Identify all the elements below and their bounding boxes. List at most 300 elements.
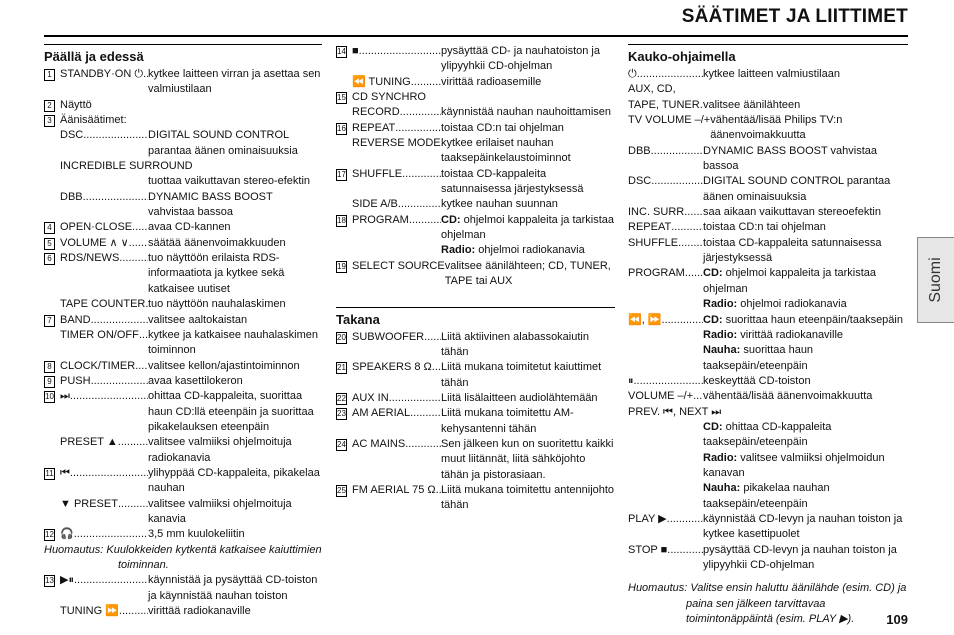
control-label: RDS/NEWS	[60, 252, 120, 265]
control-label: PUSH	[60, 374, 91, 387]
control-row	[44, 359, 322, 374]
leader-dots	[83, 190, 148, 205]
item-number-box: 15	[337, 93, 346, 103]
leader-dots	[424, 330, 441, 345]
control-row	[44, 174, 322, 189]
item-number-box: 3	[44, 115, 55, 127]
item-number-box: 6	[44, 253, 55, 265]
control-row	[336, 437, 615, 483]
control-row	[628, 144, 908, 175]
item-number-box: 25	[337, 485, 346, 495]
control-description: DIGITAL SOUND CONTROL parantaa äänen ominaisuuksia	[703, 175, 891, 203]
connector-list	[336, 330, 615, 514]
control-label: SUBWOOFER	[352, 330, 425, 343]
control-description: Liitä mukana toimitettu antennijohto tähän	[441, 483, 615, 512]
control-row	[44, 435, 322, 466]
item-number-box: 13	[45, 576, 54, 586]
item-number-box: 14	[337, 47, 346, 56]
control-description	[441, 213, 615, 259]
control-description: tuo näyttöön erilaista RDS-informaatiota ja kytkee sekä katkaisee uutiset	[148, 252, 285, 295]
control-label: DSC	[628, 175, 652, 188]
leader-dots	[119, 251, 148, 266]
control-row	[44, 328, 322, 359]
control-row	[336, 391, 615, 406]
remote-list	[628, 67, 908, 573]
item-number	[336, 330, 352, 345]
item-number-box: 7	[44, 315, 55, 327]
control-row	[44, 128, 322, 159]
page-number: 109	[886, 612, 908, 627]
description-key: Nauha:	[703, 482, 741, 495]
item-number	[44, 389, 60, 404]
leader-dots	[662, 313, 703, 328]
leader-dots	[678, 236, 703, 251]
leader-dots	[91, 374, 148, 389]
description-key: Radio:	[703, 298, 738, 311]
control-description: avaa CD-kannen	[148, 221, 231, 234]
control-label: OPEN·CLOSE	[60, 221, 133, 234]
control-description: DIGITAL SOUND CONTROL parantaa äänen ominaisuuksia	[148, 129, 298, 157]
control-label: TAPE COUNTER	[60, 298, 146, 311]
control-description: kytkee laitteen virran ja asettaa sen valmiustilaan	[148, 68, 321, 96]
control-label: SIDE A/B	[352, 198, 398, 211]
control-row	[44, 573, 322, 604]
control-row	[628, 113, 908, 144]
leader-dots	[634, 374, 704, 389]
item-number	[44, 251, 60, 266]
item-number-box: 11	[45, 468, 54, 478]
leader-dots	[118, 497, 148, 512]
leader-dots	[83, 128, 148, 143]
control-label: FM AERIAL 75 Ω	[352, 483, 436, 496]
description-key: Radio:	[703, 328, 738, 341]
control-description: toistaa CD:n tai ohjelman	[703, 221, 826, 234]
description-text: ohjelmoi kappaleita ja tarkistaa ohjelman	[703, 267, 877, 295]
leader-dots	[405, 437, 441, 452]
control-row	[336, 197, 615, 212]
item-number	[44, 466, 60, 481]
leader-dots	[389, 391, 441, 406]
control-description: kytkee erilaiset nauhan taaksepäinkelaustoiminnot	[441, 137, 571, 165]
section-heading: Päällä ja edessä	[44, 49, 144, 64]
leader-dots	[74, 527, 148, 542]
control-row	[628, 174, 908, 205]
leader-dots	[402, 167, 441, 182]
column-remote	[628, 44, 908, 627]
control-label: ▶⏸	[60, 574, 74, 587]
item-number	[44, 236, 60, 251]
section-rule	[336, 307, 615, 308]
control-row	[336, 330, 615, 361]
control-label: ⏻	[628, 68, 637, 80]
control-row	[628, 236, 908, 267]
control-description: käynnistää CD-levyn ja nauhan toiston ja kytkee kasettipuolet	[703, 512, 903, 541]
control-row	[44, 466, 322, 497]
description-line	[703, 313, 908, 328]
control-description: avaa kasettilokeron	[148, 374, 243, 387]
control-label: REPEAT	[628, 221, 672, 234]
control-label: INC. SURR.	[628, 206, 688, 219]
leader-dots	[70, 466, 148, 481]
control-description: käynnistää ja pysäyttää CD-toiston ja käynnistää nauhan toiston	[148, 574, 318, 602]
description-key: Nauha:	[703, 344, 741, 357]
language-tab	[917, 237, 954, 323]
item-number	[44, 527, 60, 542]
control-description: pysäyttää CD- ja nauhatoiston ja ylipyyhkii CD-ohjelman	[441, 45, 600, 73]
item-number-box: 8	[44, 361, 55, 373]
leader-dots	[74, 573, 148, 588]
control-label: PROGRAM	[352, 213, 409, 226]
control-label: 🎧	[60, 528, 74, 541]
control-label: Näyttö	[60, 98, 92, 111]
control-row	[628, 220, 908, 235]
note	[44, 543, 322, 574]
leader-dots	[671, 220, 703, 235]
control-row	[336, 121, 615, 136]
note-line: toimintonäppäintä (esim. PLAY ▶).	[686, 613, 855, 626]
control-row	[44, 67, 322, 98]
control-label: TUNING ⏩	[60, 605, 119, 618]
item-number-box: 4	[44, 222, 55, 234]
control-label: ■	[352, 45, 359, 57]
control-description: valitsee äänilähteen	[703, 98, 801, 111]
control-description: kytkee laitteen valmiustilaan	[703, 68, 840, 80]
title-rule	[44, 35, 908, 37]
control-row	[628, 389, 908, 404]
control-row	[44, 113, 322, 128]
description-text: valitsee valmiiksi ohjelmoidun kanavan	[703, 451, 885, 479]
control-label: REVERSE MODE	[352, 137, 441, 150]
description-line	[703, 451, 908, 482]
item-number-box: 20	[337, 332, 346, 342]
control-description: käynnistää nauhan nauhoittamisen	[441, 106, 612, 119]
item-number	[336, 121, 352, 136]
control-description: vähentää/lisää äänenvoimakkuutta	[703, 390, 873, 403]
control-row	[44, 190, 322, 221]
item-number-box: 23	[337, 409, 346, 419]
item-number-box: 17	[337, 169, 346, 179]
leader-dots	[70, 389, 148, 404]
leader-dots	[687, 205, 703, 220]
leader-dots	[637, 67, 703, 82]
control-label: ⏸	[628, 374, 634, 387]
control-label: TAPE, TUNER	[628, 98, 700, 111]
control-label: TIMER ON/OFF	[60, 328, 139, 341]
control-label: INCREDIBLE SURROUND	[60, 160, 193, 173]
leader-dots	[685, 266, 703, 281]
note-line: paina sen jälkeen tarvittavaa	[686, 597, 826, 610]
control-label: CLOCK/TIMER	[60, 359, 136, 372]
item-number	[336, 90, 352, 105]
leader-dots	[139, 328, 148, 343]
item-number-box: 22	[337, 393, 346, 403]
control-description: DYNAMIC BASS BOOST vahvistaa bassoa	[148, 190, 273, 219]
item-number	[44, 220, 60, 235]
leader-dots	[132, 220, 148, 235]
control-row	[628, 313, 908, 374]
note-line: Huomautus: Valitse ensin haluttu äänilähde (esim. CD) ja	[628, 582, 907, 595]
control-row	[628, 67, 908, 82]
description-line	[703, 420, 908, 451]
item-number-box: 10	[45, 392, 54, 402]
item-number	[44, 573, 60, 588]
item-number	[44, 98, 60, 113]
control-row	[336, 360, 615, 391]
control-list	[44, 573, 322, 619]
control-label: STOP ■	[628, 543, 668, 556]
control-row	[44, 297, 322, 312]
item-number-box: 9	[44, 376, 55, 388]
control-row	[628, 82, 908, 97]
control-label: VOLUME –/+	[628, 390, 694, 403]
control-description	[703, 420, 908, 512]
control-description	[703, 266, 908, 312]
section-rule	[628, 44, 908, 45]
control-list	[44, 67, 322, 543]
control-label: DBB	[60, 190, 83, 203]
leader-dots	[410, 406, 441, 421]
control-label: PREV. ⏮, NEXT ⏭	[628, 405, 722, 418]
control-row	[44, 159, 322, 174]
control-row	[336, 259, 615, 290]
control-label: PRESET ▲	[60, 436, 118, 449]
leader-dots	[667, 512, 703, 527]
item-number	[44, 313, 60, 328]
control-label: TV VOLUME –/+	[628, 114, 711, 127]
item-number-box: 18	[337, 215, 346, 225]
leader-dots	[135, 359, 148, 374]
description-text: virittää radiokanaville	[737, 328, 844, 341]
item-number	[336, 167, 352, 182]
item-number	[336, 213, 352, 228]
control-label: CD SYNCHRO	[352, 91, 426, 104]
control-description: Liitä aktiivinen alabassokaiutin tähän	[441, 330, 589, 358]
control-label: AM AERIAL	[352, 407, 411, 420]
control-label: ⏮	[60, 466, 70, 479]
control-label: ⏪ TUNING	[352, 75, 411, 88]
control-label: ⏭	[60, 390, 70, 403]
control-row	[44, 604, 322, 619]
control-row	[628, 420, 908, 512]
note-line: toiminnan.	[118, 559, 169, 571]
control-description: valitsee äänilähteen; CD, TUNER, TAPE tai AUX	[444, 259, 611, 288]
description-key: Radio:	[703, 451, 738, 464]
control-row	[44, 389, 322, 435]
item-number	[336, 360, 352, 375]
control-label: SPEAKERS 8 Ω	[352, 361, 432, 374]
control-description: virittää radiokanaville	[148, 605, 251, 618]
page-title: SÄÄTIMET JA LIITTIMET	[681, 6, 908, 27]
leader-dots	[400, 105, 441, 120]
item-number-box: 1	[44, 69, 55, 81]
control-description: toistaa CD-kappaleita satunnaisessa järjestyksessä	[703, 236, 882, 265]
leader-dots	[651, 144, 703, 159]
control-description: Sen jälkeen kun on suoritettu kaikki muut liitännät, liitä sähköjohto tähän ja pistorasiaan.	[441, 437, 614, 481]
item-number	[44, 359, 60, 374]
item-number-box: 24	[337, 439, 346, 449]
description-line	[703, 343, 908, 374]
section-heading: Kauko-ohjaimella	[628, 49, 736, 64]
item-number	[336, 437, 352, 452]
control-description: Liitä lisälaitteen audiolähtemään	[441, 391, 598, 404]
description-line	[703, 328, 908, 343]
item-number	[44, 67, 60, 82]
leader-dots	[409, 213, 441, 228]
control-row	[336, 44, 615, 75]
item-number	[336, 391, 352, 406]
control-description: valitsee valmiiksi ohjelmoituja radiokanavia	[148, 436, 292, 464]
leader-dots	[398, 197, 441, 212]
control-description: virittää radioasemille	[441, 75, 542, 88]
description-line	[703, 297, 908, 312]
control-row	[336, 167, 615, 198]
item-number-box: 21	[337, 363, 346, 373]
control-row	[628, 512, 908, 543]
description-key: Radio:	[441, 244, 476, 257]
control-label: AUX IN	[352, 391, 389, 404]
control-label: SHUFFLE	[628, 236, 679, 249]
control-description	[703, 313, 908, 374]
control-row	[336, 75, 615, 90]
control-row	[336, 213, 615, 259]
description-text: ohjelmoi radiokanavia	[737, 298, 847, 311]
control-row	[628, 266, 908, 312]
control-description: saa aikaan vaikuttavan stereoefektin	[703, 206, 881, 219]
control-row	[628, 405, 908, 420]
description-text: suorittaa haun eteenpäin/taaksepäin	[722, 313, 903, 326]
control-row	[336, 90, 615, 105]
control-list	[336, 44, 615, 290]
control-row	[628, 205, 908, 220]
column-middle	[336, 44, 615, 514]
control-label: ⏪, ⏩	[628, 313, 662, 326]
item-number-box: 16	[337, 123, 346, 133]
control-label: VOLUME ∧ ∨	[60, 236, 129, 249]
control-row	[336, 483, 615, 514]
control-row	[44, 220, 322, 235]
control-description: kytkee nauhan suunnan	[441, 198, 558, 211]
description-line	[441, 213, 615, 244]
control-description: vähentää/lisää Philips TV:n äänenvoimakkuutta	[710, 114, 843, 142]
leader-dots	[667, 543, 703, 558]
leader-dots	[91, 313, 148, 328]
item-number	[44, 374, 60, 389]
description-key: CD:	[441, 213, 461, 226]
control-label: BAND	[60, 313, 91, 326]
description-key: CD:	[703, 420, 723, 433]
leader-dots	[129, 236, 148, 251]
control-row	[336, 406, 615, 437]
control-row	[628, 374, 908, 389]
language-tab-label: Suomi	[927, 257, 944, 303]
control-label: STANDBY·ON ⏻	[60, 68, 144, 80]
control-description: toistaa CD:n tai ohjelman	[441, 121, 564, 134]
description-line	[441, 243, 615, 258]
control-description: ohittaa CD-kappaleita, suorittaa haun CD:llä eteenpäin ja suorittaa pikakelauksen eteenpäin	[148, 390, 314, 433]
control-label: AC MAINS	[352, 437, 406, 450]
control-row	[628, 98, 908, 113]
control-label: SHUFFLE	[352, 167, 403, 180]
control-label: DBB	[628, 144, 651, 157]
leader-dots	[118, 435, 148, 450]
control-label: PROGRAM	[628, 267, 685, 280]
description-key: CD:	[703, 267, 723, 280]
control-description: toistaa CD-kappaleita satunnaisessa järjestyksessä	[441, 167, 584, 196]
item-number-box: 12	[45, 530, 54, 540]
item-number-box: 2	[44, 100, 55, 112]
control-description: keskeyttää CD-toiston	[703, 374, 811, 387]
control-label: REPEAT	[352, 121, 396, 134]
note	[628, 581, 908, 627]
description-key: CD:	[703, 313, 723, 326]
control-description: tuo näyttöön nauhalaskimen	[148, 298, 286, 311]
control-description: valitsee valmiiksi ohjelmoituja kanavia	[148, 497, 292, 525]
section-rule	[44, 44, 322, 45]
leader-dots	[411, 75, 441, 90]
control-description: Liitä mukana toimitetut kaiuttimet tähän	[441, 361, 602, 389]
control-label: DSC	[60, 129, 84, 142]
control-description: DYNAMIC BASS BOOST vahvistaa bassoa	[703, 144, 878, 173]
control-label: PLAY ▶	[628, 512, 667, 525]
description-text: ohjelmoi kappaleita ja tarkistaa ohjelman	[441, 213, 615, 242]
item-number	[336, 406, 352, 421]
item-number-box: 5	[44, 238, 55, 250]
control-description: säätää äänenvoimakkuuden	[148, 236, 286, 249]
control-description: pysäyttää CD-levyn ja nauhan toiston ja ylipyyhkii CD-ohjelman	[703, 543, 897, 571]
control-row	[336, 136, 615, 167]
control-description: valitsee aaltokaistan	[148, 313, 248, 326]
item-number	[44, 113, 60, 128]
leader-dots	[395, 121, 441, 136]
control-label: ▼ PRESET	[60, 497, 118, 510]
item-number	[336, 44, 352, 59]
leader-dots	[119, 604, 148, 619]
leader-dots	[432, 360, 441, 375]
description-line	[703, 266, 908, 297]
control-row	[628, 543, 908, 574]
control-row	[44, 236, 322, 251]
control-row	[44, 374, 322, 389]
note-line: Huomautus: Kuulokkeiden kytkentä katkaisee kaiuttimien	[44, 543, 322, 556]
control-description: tuottaa vaikuttavan stereo-efektin	[148, 175, 311, 188]
control-row	[44, 98, 322, 113]
leader-dots	[359, 44, 441, 59]
section-heading: Takana	[336, 311, 380, 327]
control-row	[44, 251, 322, 297]
control-label: AUX, CD,	[628, 83, 676, 96]
control-description: Liitä mukana toimitettu AM-kehysantenni tähän	[441, 407, 574, 435]
control-description: ylihyppää CD-kappaleita, pikakelaa nauhan	[148, 466, 320, 495]
control-row	[44, 497, 322, 528]
control-label: SELECT SOURCE	[352, 259, 445, 272]
control-row	[44, 527, 322, 542]
item-number	[336, 483, 352, 498]
description-text: pikakelaa nauhan taaksepäin/eteenpäin	[703, 482, 830, 510]
control-description: valitsee kellon/ajastintoiminnon	[148, 359, 300, 372]
control-label: Äänisäätimet:	[60, 114, 127, 127]
control-row	[336, 105, 615, 120]
item-number	[336, 259, 352, 274]
item-number-box: 19	[337, 261, 346, 271]
description-line	[703, 481, 908, 512]
control-description: 3,5 mm kuulokeliitin	[148, 528, 245, 541]
control-description: kytkee ja katkaisee nauhalaskimen toiminnon	[148, 328, 318, 357]
leader-dots	[693, 389, 703, 404]
description-text: ohittaa CD-kappaleita taaksepäin/eteenpäin	[703, 420, 832, 449]
control-row	[44, 313, 322, 328]
description-text: suorittaa haun taaksepäin/eteenpäin	[703, 344, 814, 372]
leader-dots	[651, 174, 703, 189]
